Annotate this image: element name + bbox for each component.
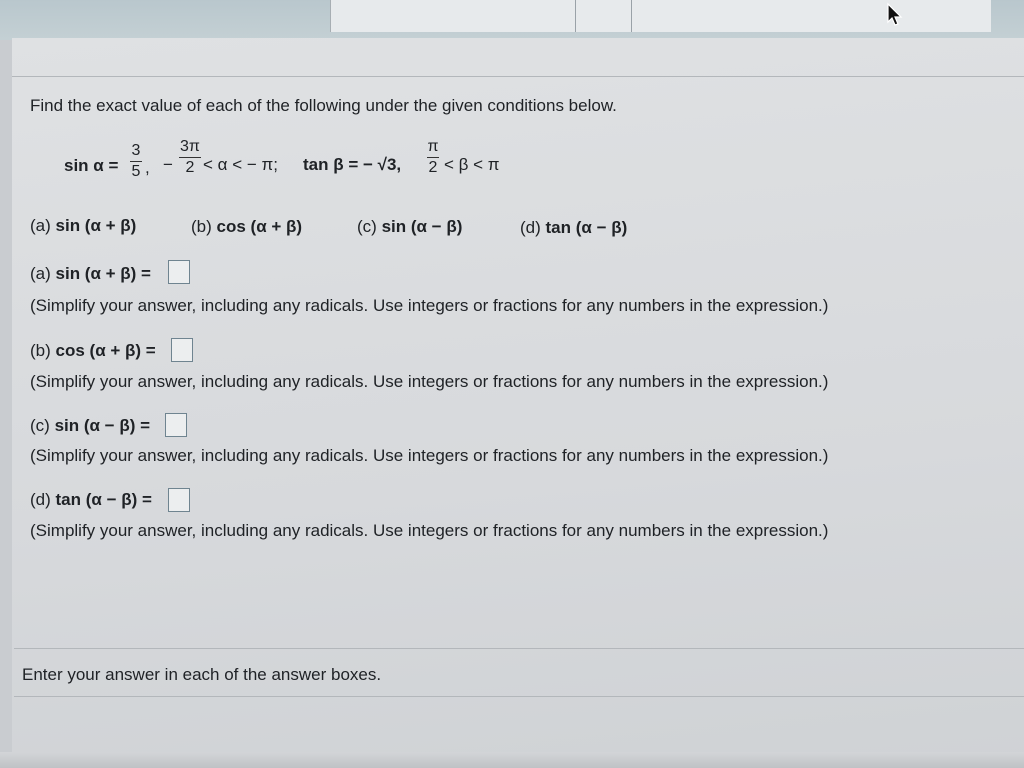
part-a xyxy=(30,216,136,236)
footer-instruction: Enter your answer in each of the answer boxes. xyxy=(22,665,382,684)
divider xyxy=(14,696,1024,697)
fraction-numerator: π xyxy=(427,138,439,155)
fraction-bar xyxy=(427,157,439,158)
fraction-denominator: 2 xyxy=(185,159,195,176)
answer-d-input[interactable] xyxy=(168,488,190,512)
fraction-numerator: 3π xyxy=(180,138,200,155)
fraction-bar xyxy=(130,161,142,162)
part-expression: cos (α + β) xyxy=(216,217,303,236)
answer-c-label xyxy=(30,416,150,436)
part-d xyxy=(520,218,627,238)
part-prefix: (b) xyxy=(191,217,212,236)
alpha-lower-fraction xyxy=(179,138,201,177)
negative-sign: − xyxy=(163,155,173,174)
fraction-numerator: 3 xyxy=(131,142,141,159)
part-expression: sin (α − β) xyxy=(381,217,463,236)
answer-c-hint: (Simplify your answer, including any radicals. Use integers or fractions for any numbers in the expression.) xyxy=(30,446,829,465)
answer-a-input[interactable] xyxy=(168,260,190,284)
screen-bottom-edge xyxy=(0,752,1024,768)
answer-b-hint: (Simplify your answer, including any radicals. Use integers or fractions for any numbers in the expression.) xyxy=(30,372,829,391)
part-c xyxy=(357,217,462,237)
sin-alpha-fraction xyxy=(130,142,142,181)
comma: , xyxy=(145,158,150,177)
answer-prefix: (a) xyxy=(30,264,51,283)
fraction-denominator: 2 xyxy=(428,159,438,176)
toolbar-divider xyxy=(575,0,576,32)
answer-b-label xyxy=(30,341,156,361)
answer-expression: sin (α − β) = xyxy=(54,416,151,435)
answer-d-hint: (Simplify your answer, including any radicals. Use integers or fractions for any numbers in the expression.) xyxy=(30,521,829,540)
question-panel xyxy=(12,38,1024,768)
tan-beta-condition: tan β = − √3, xyxy=(303,155,402,174)
divider xyxy=(14,648,1024,649)
sin-alpha-label: sin α = xyxy=(64,156,119,175)
beta-range: < β < π xyxy=(444,155,500,174)
question-instruction: Find the exact value of each of the following under the given conditions below. xyxy=(30,96,617,115)
answer-expression: cos (α + β) = xyxy=(55,341,156,360)
answer-d-label xyxy=(30,490,152,510)
fraction-denominator: 5 xyxy=(131,163,141,180)
alpha-range: < α < − π; xyxy=(203,155,278,174)
fraction-bar xyxy=(179,157,201,158)
answer-expression: tan (α − β) = xyxy=(55,490,152,509)
answer-expression: sin (α + β) = xyxy=(55,264,151,283)
answer-b-input[interactable] xyxy=(171,338,193,362)
answer-a-hint: (Simplify your answer, including any radicals. Use integers or fractions for any numbers in the expression.) xyxy=(30,296,829,315)
part-expression: tan (α − β) xyxy=(545,218,628,237)
part-prefix: (d) xyxy=(520,218,541,237)
part-prefix: (c) xyxy=(357,217,377,236)
answer-prefix: (b) xyxy=(30,341,51,360)
part-prefix: (a) xyxy=(30,216,51,235)
part-b xyxy=(191,217,302,237)
divider xyxy=(12,76,1024,77)
mouse-pointer-icon xyxy=(882,2,908,28)
toolbar-divider xyxy=(631,0,632,32)
beta-lower-fraction xyxy=(427,138,439,177)
answer-c-input[interactable] xyxy=(165,413,187,437)
answer-a-label xyxy=(30,264,151,284)
answer-prefix: (d) xyxy=(30,490,51,509)
part-expression: sin (α + β) xyxy=(55,216,137,235)
answer-prefix: (c) xyxy=(30,416,50,435)
